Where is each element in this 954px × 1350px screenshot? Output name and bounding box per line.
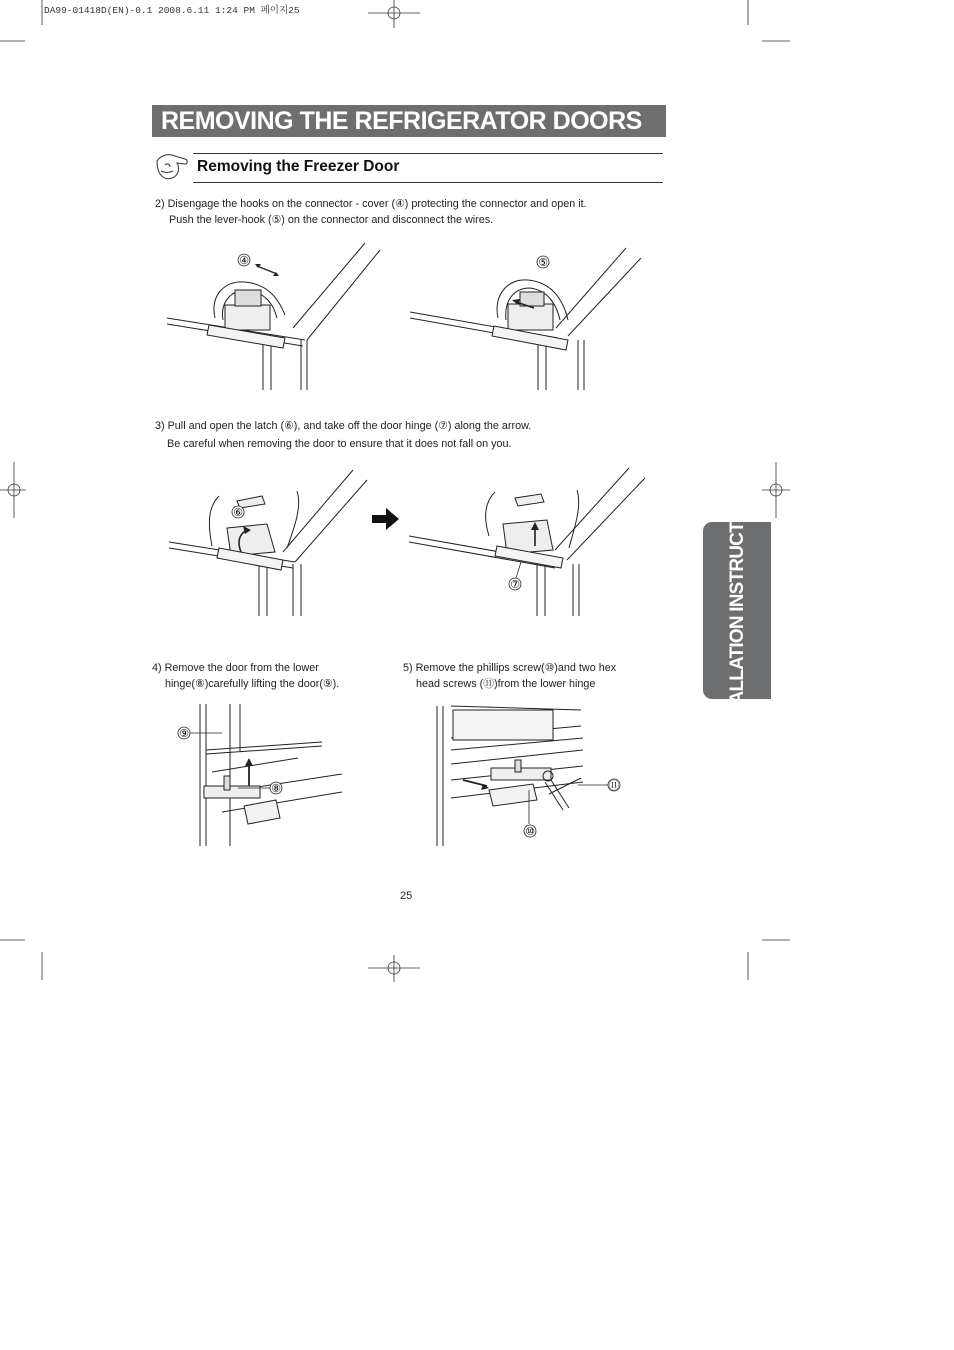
callout-4: ④	[239, 254, 249, 267]
side-tab	[703, 478, 771, 743]
callout-6: ⑥	[233, 506, 243, 519]
figure-latch	[167, 466, 369, 618]
page-title-bar	[152, 105, 666, 137]
step-5-line-1: 5) Remove the phillips screw(⑩)and two hex	[403, 662, 617, 674]
figure-connector-cover	[165, 240, 380, 392]
section-subtitle: Removing the Freezer Door	[197, 158, 400, 175]
figure-lower-hinge-screws	[433, 702, 627, 848]
step-4-line-2: hinge(⑧)carefully lifting the door(⑨).	[165, 678, 340, 690]
callout-10: ⑩	[525, 825, 535, 838]
side-tab-label: INSTALLATION INSTRUCTIONS	[727, 478, 749, 743]
callout-7: ⑦	[510, 578, 520, 591]
print-header: DA99-01418D(EN)-0.1 2008.6.11 1:24 PM 페이지25	[44, 5, 300, 16]
figure-lower-hinge-lift	[172, 702, 344, 848]
step-3-line-2: Be careful when removing the door to ensure that it does not fall on you.	[167, 438, 512, 450]
callout-11: ⑪	[608, 779, 620, 792]
step-4-line-1: 4) Remove the door from the lower	[152, 662, 319, 674]
hand-pointing-icon	[155, 151, 189, 181]
page-title: REMOVING THE REFRIGERATOR DOORS	[161, 107, 642, 135]
subtitle-rule-bottom	[193, 182, 663, 183]
callout-5: ⑤	[538, 256, 548, 269]
step-3-line-1: 3) Pull and open the latch (⑥), and take off the door hinge (⑦) along the arrow.	[155, 420, 532, 432]
page-number: 25	[400, 890, 413, 902]
figure-lever-hook	[408, 240, 643, 392]
step-2-line-1: 2) Disengage the hooks on the connector - cover (④) protecting the connector and open it.	[155, 198, 587, 210]
subtitle-rule-top	[193, 153, 663, 154]
callout-8: ⑧	[271, 782, 281, 795]
figure-door-hinge	[407, 466, 647, 618]
arrow-right-icon	[372, 508, 400, 530]
step-2-line-2: Push the lever-hook (⑤) on the connector and disconnect the wires.	[169, 214, 494, 226]
step-5-line-2: head screws (⑪)from the lower hinge	[416, 678, 596, 690]
callout-9: ⑨	[179, 727, 189, 740]
